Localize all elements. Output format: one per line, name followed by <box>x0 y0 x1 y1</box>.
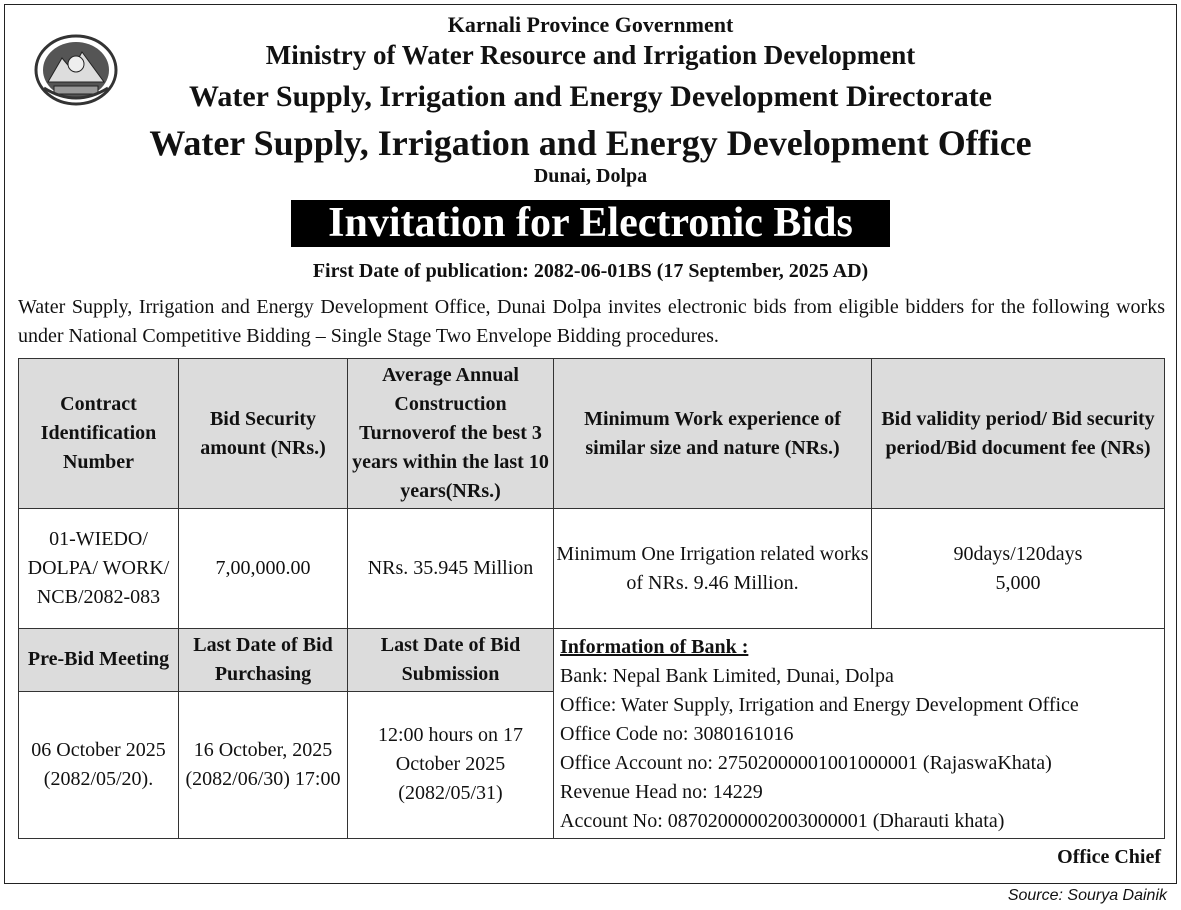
bank-information <box>554 629 1165 839</box>
ministry-heading: Ministry of Water Resource and Irrigation Development <box>265 40 916 70</box>
office-heading: Water Supply, Irrigation and Energy Development Office <box>149 123 1032 163</box>
header-turnover: Average Annual Construction Turnoverof the best 3 years within the last 10 years(NRs.) <box>348 359 554 509</box>
office-location: Dunai, Dolpa <box>533 165 648 187</box>
bank-info-line: Office Code no: 3080161016 <box>560 723 794 745</box>
bank-info-title: Information of Bank : <box>560 636 749 658</box>
notice-title: Invitation for Electronic Bids <box>291 200 890 247</box>
bank-info-line: Bank: Nepal Bank Limited, Dunai, Dolpa <box>560 665 894 687</box>
table-header-row <box>19 359 1165 509</box>
bank-info-line: Revenue Head no: 14229 <box>560 781 763 803</box>
header-prebid: Pre-Bid Meeting <box>19 629 179 692</box>
header-contract-id: Contract Identification Number <box>19 359 179 509</box>
bank-info-line: Office Account no: 27502000001001000001 (RajaswaKhata) <box>560 752 1052 774</box>
document-fee: 5,000 <box>995 571 1041 594</box>
header-bid-security: Bid Security amount (NRs.) <box>179 359 348 509</box>
cell-last-submission-date: 12:00 hours on 17 October 2025 (2082/05/31) <box>348 691 554 838</box>
cell-prebid-date: 06 October 2025 (2082/05/20). <box>19 691 179 838</box>
header-last-purchase: Last Date of Bid Purchasing <box>179 629 348 692</box>
directorate-heading: Water Supply, Irrigation and Energy Development Directorate <box>189 80 992 113</box>
cell-turnover: NRs. 35.945 Million <box>348 509 554 629</box>
header-last-submission: Last Date of Bid Submission <box>348 629 554 692</box>
header-validity: Bid validity period/ Bid security period/Bid document fee (NRs) <box>872 359 1165 509</box>
intro-paragraph: Water Supply, Irrigation and Energy Development Office, Dunai Dolpa invites electronic bids from eligible bidders for the following works under National Competitive Bidding – Single Stage Two Envelope Bidding procedures. <box>18 296 1165 347</box>
cell-experience: Minimum One Irrigation related works of NRs. 9.46 Million. <box>554 509 872 629</box>
cell-validity <box>872 509 1165 629</box>
province-government-heading: Karnali Province Government <box>447 12 734 37</box>
cell-last-purchase-date: 16 October, 2025 (2082/06/30) 17:00 <box>179 691 348 838</box>
dates-header-row <box>19 629 1165 692</box>
cell-contract-id: 01-WIEDO/ DOLPA/ WORK/ NCB/2082-083 <box>19 509 179 629</box>
publication-date: First Date of publication: 2082-06-01BS (17 September, 2025 AD) <box>312 260 869 282</box>
cell-bid-security: 7,00,000.00 <box>179 509 348 629</box>
office-chief-signature: Office Chief <box>1057 846 1161 868</box>
bank-info-line: Account No: 08702000002003000001 (Dharauti khata) <box>560 810 1005 832</box>
bank-info-line: Office: Water Supply, Irrigation and Energy Development Office <box>560 694 1079 716</box>
bid-details-table <box>18 358 1165 839</box>
header-experience: Minimum Work experience of similar size and nature (NRs.) <box>554 359 872 509</box>
source-credit: Source: Sourya Dainik <box>1007 887 1167 904</box>
table-row <box>19 509 1165 629</box>
validity-periods: 90days/120days <box>953 542 1083 565</box>
